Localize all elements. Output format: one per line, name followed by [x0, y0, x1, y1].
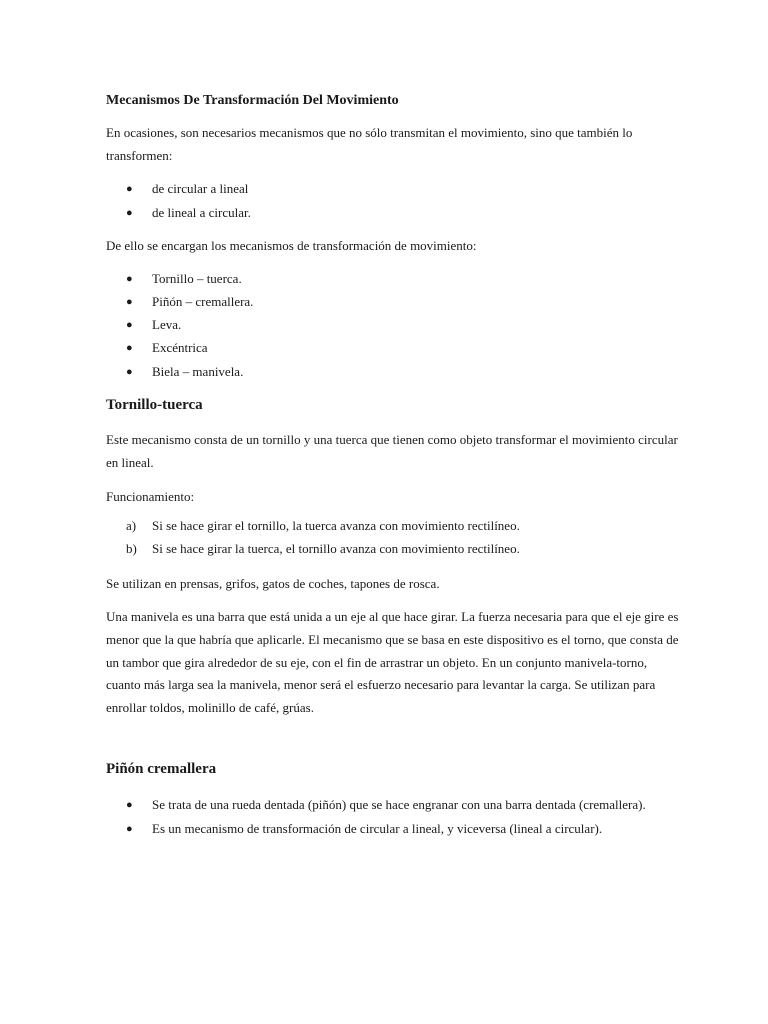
- manivela-line-4: cuanto más larga sea la manivela, menor será el esfuerzo necesario para levantar la carga. Se utilizan para: [106, 677, 656, 692]
- list-item: [126, 181, 248, 197]
- list-item: [126, 340, 208, 356]
- list-item-text: Biela – manivela.: [152, 364, 244, 379]
- list-item-text: Excéntrica: [152, 340, 208, 355]
- section-heading-tornillo: Tornillo-tuerca: [106, 397, 203, 413]
- list-item-text: de circular a lineal: [152, 181, 249, 196]
- step-marker: a): [126, 518, 137, 533]
- list-item-text: Si se hace girar el tornillo, la tuerca avanza con movimiento rectilíneo.: [152, 518, 520, 533]
- manivela-line-2: menor que la que habría que aplicarle. El mecanismo que se basa en este dispositivo es el torno, que consta de: [106, 632, 679, 647]
- list-item-text: Piñón – cremallera.: [152, 294, 254, 309]
- bullet-icon: ●: [126, 342, 133, 354]
- list-item: [126, 205, 251, 221]
- step-marker: b): [126, 541, 137, 556]
- bullet-icon: ●: [126, 183, 133, 195]
- bullet-icon: ●: [126, 823, 133, 835]
- intro-line-1: En ocasiones, son necesarios mecanismos que no sólo transmitan el movimiento, sino que también lo: [106, 125, 633, 140]
- tornillo-desc-line-1: Este mecanismo consta de un tornillo y una tuerca que tienen como objeto transformar el movimiento circular: [106, 432, 678, 447]
- manivela-line-3: un tambor que gira alrededor de su eje, con el fin de arrastrar un objeto. En un conjunto manivela-torno,: [106, 655, 648, 670]
- document-title: Mecanismos De Transformación Del Movimiento: [106, 93, 399, 108]
- bullet-icon: ●: [126, 366, 133, 378]
- tornillo-desc-line-2: en lineal.: [106, 455, 154, 470]
- list-item-text: Si se hace girar la tuerca, el tornillo avanza con movimiento rectilíneo.: [152, 541, 520, 556]
- mechanisms-intro: De ello se encargan los mecanismos de transformación de movimiento:: [106, 238, 477, 253]
- tornillo-uses: Se utilizan en prensas, grifos, gatos de coches, tapones de rosca.: [106, 576, 440, 591]
- list-item: [126, 541, 520, 557]
- list-item: [126, 364, 243, 380]
- bullet-icon: ●: [126, 207, 133, 219]
- list-item: [126, 797, 646, 813]
- list-item: [126, 317, 181, 333]
- list-item-text: de lineal a circular.: [152, 205, 251, 220]
- manivela-line-5: enrollar toldos, molinillo de café, grúas.: [106, 700, 314, 715]
- list-item-text: Es un mecanismo de transformación de circular a lineal, y viceversa (lineal a circular).: [152, 821, 603, 836]
- list-item: [126, 518, 520, 534]
- list-item-text: Tornillo – tuerca.: [152, 271, 242, 286]
- list-item: [126, 271, 242, 287]
- section-heading-pinon: Piñón cremallera: [106, 761, 217, 777]
- manivela-line-1: Una manivela es una barra que está unida a un eje al que hace girar. La fuerza necesaria para que el eje gire es: [106, 609, 679, 624]
- list-item: [126, 821, 602, 837]
- bullet-icon: ●: [126, 296, 133, 308]
- funcionamiento-label: Funcionamiento:: [106, 489, 195, 504]
- list-item: [126, 294, 253, 310]
- bullet-icon: ●: [126, 319, 133, 331]
- list-item-text: Leva.: [152, 317, 182, 332]
- list-item-text: Se trata de una rueda dentada (piñón) que se hace engranar con una barra dentada (cremallera).: [152, 797, 646, 812]
- bullet-icon: ●: [126, 273, 133, 285]
- bullet-icon: ●: [126, 799, 133, 811]
- intro-line-2: transformen:: [106, 148, 173, 163]
